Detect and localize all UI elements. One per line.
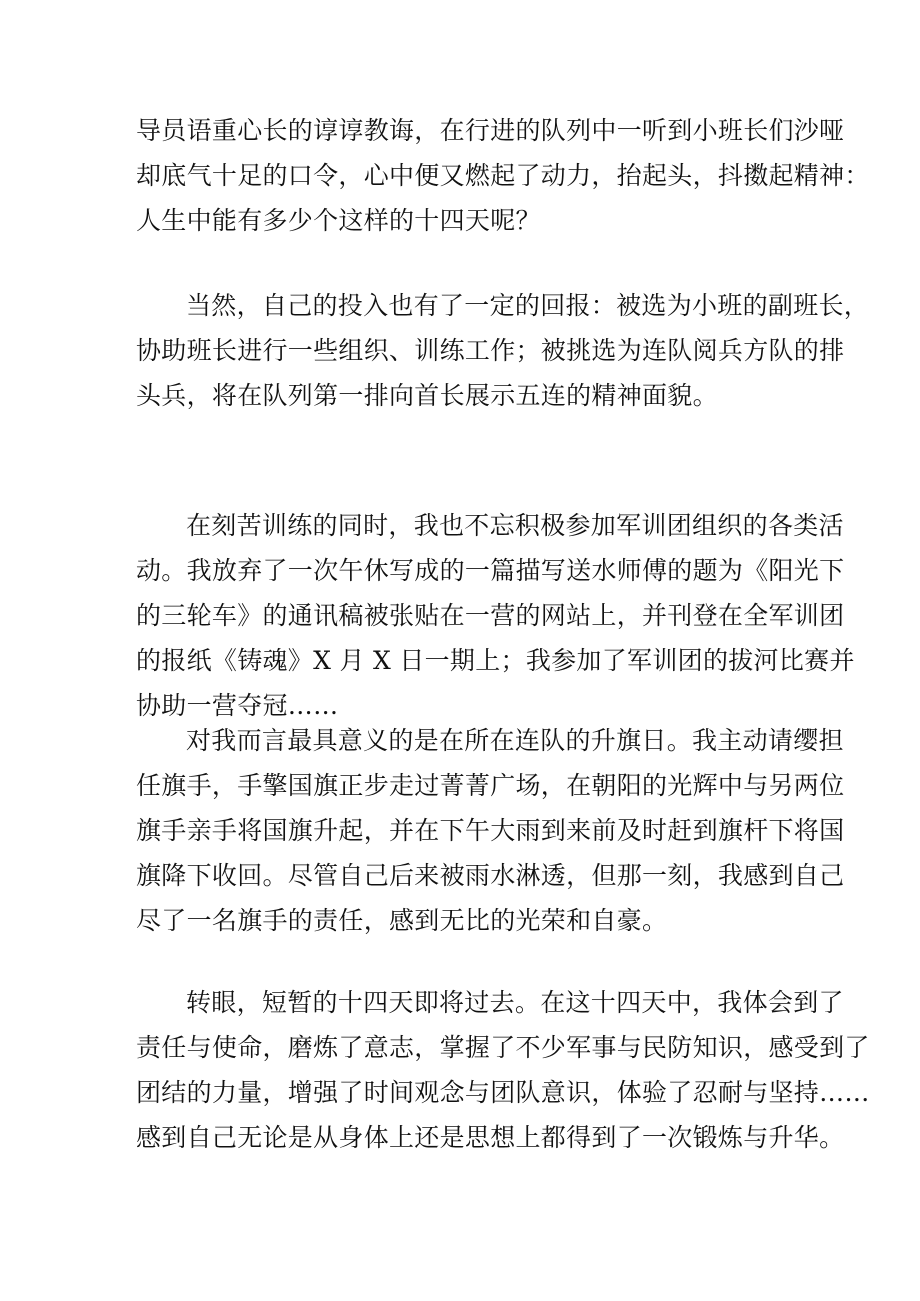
text-line: 责任与使命，磨炼了意志，掌握了不少军事与民防知识，感受到了 <box>136 1033 870 1062</box>
text-line: 却底气十足的口令，心中便又燃起了动力，抬起头，抖擞起精神： <box>136 161 870 190</box>
text-line: 当然，自己的投入也有了一定的回报：被选为小班的副班长， <box>186 291 870 320</box>
text-line: 头兵，将在队列第一排向首长展示五连的精神面貌。 <box>136 381 718 410</box>
text-line: 任旗手，手擎国旗正步走过菁菁广场，在朝阳的光辉中与另两位 <box>136 771 845 800</box>
text-line: 旗手亲手将国旗升起，并在下午大雨到来前及时赶到旗杆下将国 <box>136 816 845 845</box>
text-line: 在刻苦训练的同时，我也不忘积极参加军训团组织的各类活 <box>186 511 844 540</box>
text-line: 人生中能有多少个这样的十四天呢？ <box>136 206 541 235</box>
paragraph-1 <box>136 108 870 243</box>
text-line: 的三轮车》的通讯稿被张贴在一营的网站上，并刊登在全军训团 <box>136 601 845 630</box>
text-line: 动。我放弃了一次午休写成的一篇描写送水师傅的题为《阳光下 <box>136 556 845 585</box>
paragraph-2 <box>136 283 870 418</box>
text-line: 协助班长进行一些组织、训练工作；被挑选为连队阅兵方队的排 <box>136 336 845 365</box>
text-line: 旗降下收回。尽管自己后来被雨水淋透，但那一刻，我感到自己 <box>136 861 845 890</box>
text-line: 团结的力量，增强了时间观念与团队意识，体验了忍耐与坚持…… <box>136 1078 870 1107</box>
text-line: 的报纸《铸魂》X 月 X 日一期上；我参加了军训团的拔河比赛并 <box>136 646 855 675</box>
text-line: 对我而言最具意义的是在所在连队的升旗日。我主动请缨担 <box>186 726 844 755</box>
paragraph-4 <box>136 718 845 943</box>
paragraph-3 <box>136 503 855 728</box>
text-line: 协助一营夺冠…… <box>136 691 339 720</box>
text-line: 转眼，短暂的十四天即将过去。在这十四天中，我体会到了 <box>186 988 844 1017</box>
paragraph-5 <box>136 980 870 1160</box>
text-line: 尽了一名旗手的责任，感到无比的光荣和自豪。 <box>136 906 668 935</box>
text-line: 导员语重心长的谆谆教诲，在行进的队列中一听到小班长们沙哑 <box>136 116 845 145</box>
text-line: 感到自己无论是从身体上还是思想上都得到了一次锻炼与升华。 <box>136 1123 845 1152</box>
